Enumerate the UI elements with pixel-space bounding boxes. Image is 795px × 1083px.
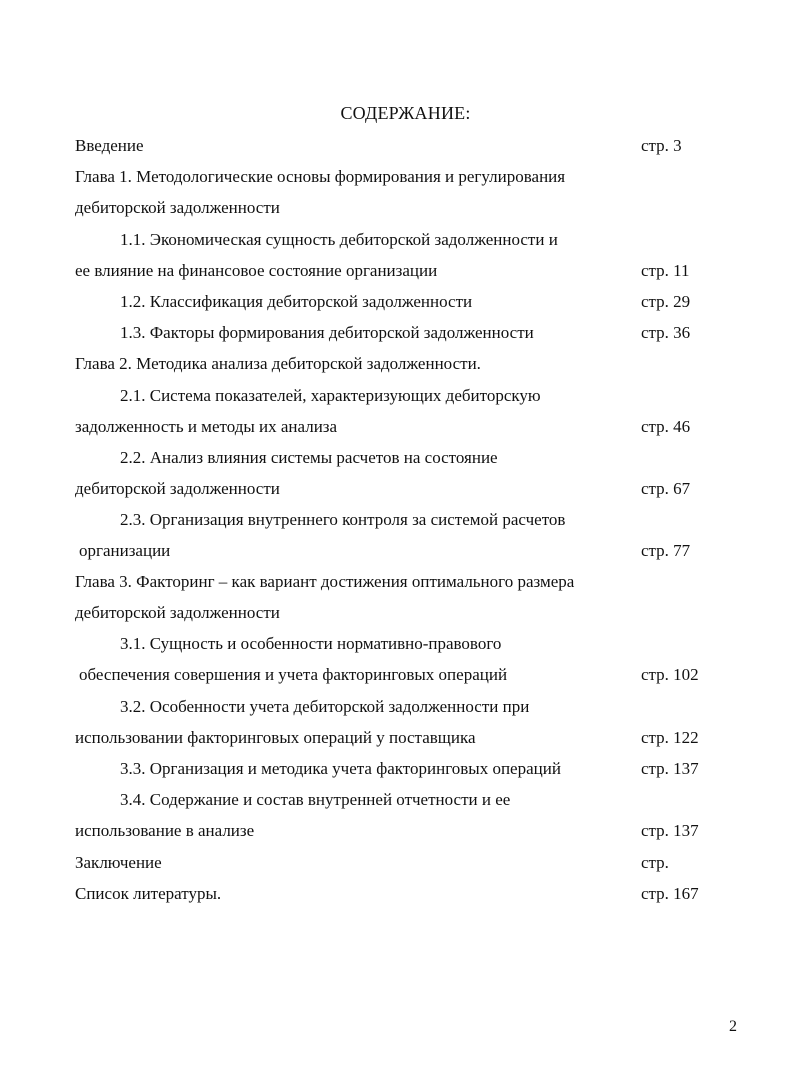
toc-row bbox=[0, 255, 795, 286]
toc-entry-text: обеспечения совершения и учета факторинговых операций bbox=[79, 665, 508, 684]
toc-row bbox=[0, 411, 795, 442]
toc-row bbox=[0, 348, 795, 379]
toc-entry-page: стр. 102 bbox=[641, 665, 699, 684]
toc-entry-text: Глава 1. Методологические основы формирования и регулирования bbox=[75, 167, 566, 186]
toc-row bbox=[0, 566, 795, 597]
toc-entry-text: 2.3. Организация внутреннего контроля за системой расчетов bbox=[120, 510, 566, 529]
toc-row bbox=[0, 659, 795, 690]
toc-row bbox=[0, 130, 795, 161]
toc-entry-text: Глава 2. Методика анализа дебиторской задолженности. bbox=[75, 354, 481, 373]
toc-row bbox=[0, 286, 795, 317]
toc-entry-text: Список литературы. bbox=[75, 884, 222, 903]
page-number: 2 bbox=[729, 1018, 737, 1035]
toc-entry-text: 3.4. Содержание и состав внутренней отчетности и ее bbox=[120, 790, 511, 809]
toc-entry-text: 1.1. Экономическая сущность дебиторской задолженности и bbox=[120, 230, 558, 249]
toc-entry-text: использование в анализе bbox=[75, 821, 255, 840]
toc-entry-page: стр. 36 bbox=[641, 323, 691, 342]
toc-row bbox=[0, 878, 795, 909]
toc-entry-page: стр. 11 bbox=[641, 261, 690, 280]
toc-row bbox=[0, 317, 795, 348]
toc-row bbox=[0, 224, 795, 255]
page-title: СОДЕРЖАНИЕ: bbox=[340, 103, 471, 123]
toc-entry-text: 1.3. Факторы формирования дебиторской задолженности bbox=[120, 323, 534, 342]
toc-entry-page: стр. 3 bbox=[641, 136, 682, 155]
toc-entry-text: 3.1. Сущность и особенности нормативно-правового bbox=[120, 634, 502, 653]
toc-row bbox=[0, 473, 795, 504]
toc-row bbox=[0, 192, 795, 223]
toc-row bbox=[0, 161, 795, 192]
toc-row bbox=[0, 753, 795, 784]
toc-entry-page: стр. 137 bbox=[641, 759, 699, 778]
toc-row bbox=[0, 691, 795, 722]
toc-entry-page: стр. 167 bbox=[641, 884, 699, 903]
toc-entry-page: стр. 77 bbox=[641, 541, 691, 560]
toc-row bbox=[0, 722, 795, 753]
toc-entry-text: ее влияние на финансовое состояние организации bbox=[75, 261, 438, 280]
toc-row bbox=[0, 504, 795, 535]
toc-entry-text: 2.1. Система показателей, характеризующих дебиторскую bbox=[120, 386, 541, 405]
toc-entry-page: стр. 46 bbox=[641, 417, 691, 436]
toc-entry-page: стр. 122 bbox=[641, 728, 699, 747]
toc-entry-text: задолженность и методы их анализа bbox=[75, 417, 338, 436]
toc-entry-text: 1.2. Классификация дебиторской задолженности bbox=[120, 292, 473, 311]
toc-row bbox=[0, 442, 795, 473]
toc-row bbox=[0, 380, 795, 411]
toc-entry-text: дебиторской задолженности bbox=[75, 603, 280, 622]
toc-entry-text: 3.2. Особенности учета дебиторской задолженности при bbox=[120, 697, 530, 716]
toc-entry-text: использовании факторинговых операций у поставщика bbox=[75, 728, 476, 747]
toc-entry-text: организации bbox=[79, 541, 171, 560]
toc-entry-text: дебиторской задолженности bbox=[75, 479, 280, 498]
toc-row bbox=[0, 784, 795, 815]
toc-entry-text: Глава 3. Факторинг – как вариант достижения оптимального размера bbox=[75, 572, 575, 591]
toc-entry-text: 3.3. Организация и методика учета факторинговых операций bbox=[120, 759, 561, 778]
toc-entry-page: стр. bbox=[641, 853, 669, 872]
toc-entry-text: 2.2. Анализ влияния системы расчетов на состояние bbox=[120, 448, 498, 467]
toc-entry-page: стр. 29 bbox=[641, 292, 691, 311]
toc-entry-text: Заключение bbox=[75, 853, 162, 872]
toc-entry-page: стр. 67 bbox=[641, 479, 691, 498]
toc-entry-text: дебиторской задолженности bbox=[75, 198, 280, 217]
toc-row bbox=[0, 628, 795, 659]
toc-entry-page: стр. 137 bbox=[641, 821, 699, 840]
toc-entry-text: Введение bbox=[75, 136, 144, 155]
toc-row bbox=[0, 597, 795, 628]
toc-row bbox=[0, 535, 795, 566]
toc-row bbox=[0, 815, 795, 846]
toc-row bbox=[0, 847, 795, 878]
